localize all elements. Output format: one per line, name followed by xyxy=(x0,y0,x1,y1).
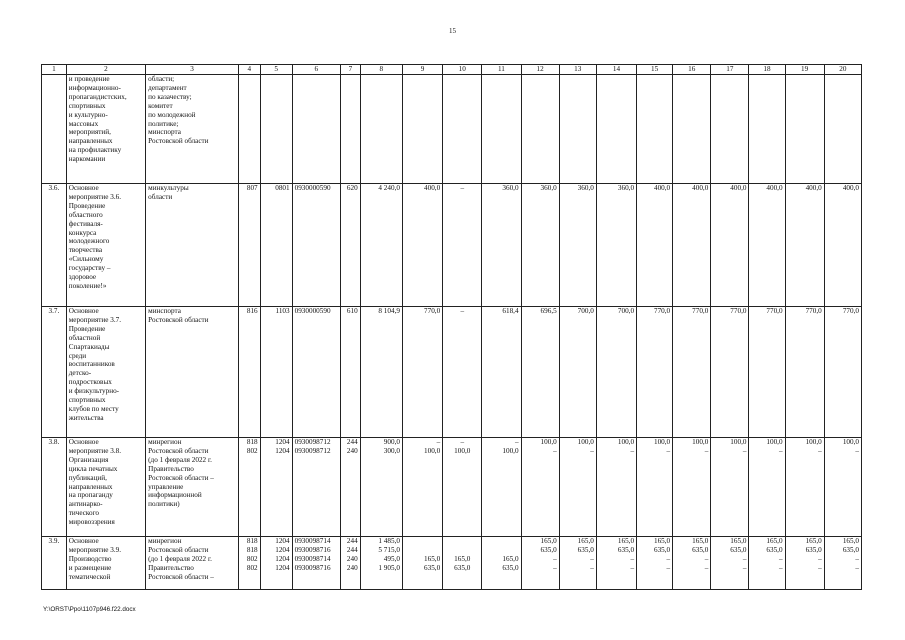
year-2020-cell: – xyxy=(443,184,482,307)
year-2028-cell: 400,0 xyxy=(749,184,785,307)
row-number-cell xyxy=(42,75,67,184)
year-2027-cell: 100,0 – xyxy=(711,438,749,537)
table-row xyxy=(42,307,862,438)
year-2022-cell: 696,5 xyxy=(521,307,559,438)
executor-cell: минкультуры области xyxy=(146,184,239,307)
column-number: 20 xyxy=(824,65,861,75)
year-2027-cell: 165,0 635,0 – – xyxy=(711,537,749,590)
ministry-code-cell: 807 xyxy=(238,184,260,307)
year-2029-cell: 770,0 xyxy=(785,307,824,438)
year-2024-cell: 360,0 xyxy=(596,184,636,307)
year-2029-cell: 165,0 635,0 – – xyxy=(785,537,824,590)
target-code-cell: 0930098714 0930098716 0930098714 0930098716 xyxy=(292,537,340,590)
year-2023-cell: 700,0 xyxy=(559,307,596,438)
table-row xyxy=(42,184,862,307)
year-2021-cell: 165,0 635,0 xyxy=(482,537,521,590)
column-number: 17 xyxy=(711,65,749,75)
executor-cell: области; департамент по казачеству; комитет по молодежной политике; минспорта Ростовской области xyxy=(146,75,239,184)
year-2021-cell: – 100,0 xyxy=(482,438,521,537)
year-2030-cell: 165,0 635,0 – – xyxy=(824,537,861,590)
column-number: 11 xyxy=(482,65,521,75)
target-code-cell: 0930000590 xyxy=(292,307,340,438)
section-code-cell: 0801 xyxy=(260,184,292,307)
column-number: 9 xyxy=(402,65,442,75)
year-2029-cell: 400,0 xyxy=(785,184,824,307)
section-code-cell: 1103 xyxy=(260,307,292,438)
budget-table xyxy=(41,64,862,590)
year-2028-cell: 165,0 635,0 – – xyxy=(749,537,785,590)
total-amount-cell xyxy=(360,75,402,184)
year-2024-cell: 100,0 – xyxy=(596,438,636,537)
column-number: 19 xyxy=(785,65,824,75)
measure-name-cell: и проведение информационно- пропагандистских, спортивных и культурно- массовых мероприятий, направленных на профилактику наркомании xyxy=(66,75,145,184)
row-number-cell: 3.6. xyxy=(42,184,67,307)
year-2022-cell: 165,0 635,0 – – xyxy=(521,537,559,590)
year-2025-cell: 400,0 xyxy=(637,184,673,307)
expense-type-cell: 620 xyxy=(341,184,361,307)
section-code-cell: 1204 1204 xyxy=(260,438,292,537)
measure-name-cell: Основное мероприятие 3.9. Производство и размещение тематической xyxy=(66,537,145,590)
year-2030-cell: 770,0 xyxy=(824,307,861,438)
year-2024-cell: 700,0 xyxy=(596,307,636,438)
year-2019-cell: 770,0 xyxy=(402,307,442,438)
year-2021-cell xyxy=(482,75,521,184)
year-2020-cell xyxy=(443,75,482,184)
total-amount-cell: 1 485,0 5 715,0 495,0 1 905,0 xyxy=(360,537,402,590)
column-number: 14 xyxy=(596,65,636,75)
year-2028-cell xyxy=(749,75,785,184)
year-2023-cell xyxy=(559,75,596,184)
column-number: 2 xyxy=(66,65,145,75)
column-number: 4 xyxy=(238,65,260,75)
year-2019-cell: 165,0 635,0 xyxy=(402,537,442,590)
year-2019-cell: – 100,0 xyxy=(402,438,442,537)
year-2027-cell: 400,0 xyxy=(711,184,749,307)
table-row xyxy=(42,75,862,184)
column-number: 3 xyxy=(146,65,239,75)
year-2025-cell: 770,0 xyxy=(637,307,673,438)
ministry-code-cell: 818 818 802 802 xyxy=(238,537,260,590)
total-amount-cell: 8 104,9 xyxy=(360,307,402,438)
measure-name-cell: Основное мероприятие 3.7. Проведение областной Спартакиады среди воспитанников детско- подростковых и физкультурно- спортивных клубов по месту жительства xyxy=(66,307,145,438)
column-number: 6 xyxy=(292,65,340,75)
column-number: 7 xyxy=(341,65,361,75)
year-2023-cell: 360,0 xyxy=(559,184,596,307)
table-row xyxy=(42,438,862,537)
year-2022-cell xyxy=(521,75,559,184)
measure-name-cell: Основное мероприятие 3.8. Организация цикла печатных публикаций, направленных на пропаганду антинарко- тического мировоззрения xyxy=(66,438,145,537)
year-2022-cell: 100,0 – xyxy=(521,438,559,537)
column-number: 16 xyxy=(673,65,711,75)
year-2026-cell: 770,0 xyxy=(673,307,711,438)
year-2019-cell xyxy=(402,75,442,184)
year-2019-cell: 400,0 xyxy=(402,184,442,307)
executor-cell: минспорта Ростовской области xyxy=(146,307,239,438)
column-number: 18 xyxy=(749,65,785,75)
expense-type-cell xyxy=(341,75,361,184)
section-code-cell xyxy=(260,75,292,184)
column-number: 15 xyxy=(637,65,673,75)
column-number: 10 xyxy=(443,65,482,75)
year-2026-cell: 165,0 635,0 – – xyxy=(673,537,711,590)
year-2030-cell xyxy=(824,75,861,184)
year-2020-cell: – xyxy=(443,307,482,438)
table-row xyxy=(42,537,862,590)
executor-cell: минрегион Ростовской области (до 1 февраля 2022 г. Правительство Ростовской области – управление информационной политики) xyxy=(146,438,239,537)
year-2024-cell xyxy=(596,75,636,184)
target-code-cell: 0930000590 xyxy=(292,184,340,307)
ministry-code-cell: 818 802 xyxy=(238,438,260,537)
year-2026-cell xyxy=(673,75,711,184)
year-2030-cell: 100,0 – xyxy=(824,438,861,537)
year-2025-cell: 100,0 – xyxy=(637,438,673,537)
year-2025-cell xyxy=(637,75,673,184)
column-number: 12 xyxy=(521,65,559,75)
column-number-row xyxy=(42,65,862,75)
executor-cell: минрегион Ростовской области (до 1 февраля 2022 г. Правительство Ростовской области – xyxy=(146,537,239,590)
year-2021-cell: 360,0 xyxy=(482,184,521,307)
year-2027-cell xyxy=(711,75,749,184)
total-amount-cell: 4 240,0 xyxy=(360,184,402,307)
section-code-cell: 1204 1204 1204 1204 xyxy=(260,537,292,590)
year-2029-cell: 100,0 – xyxy=(785,438,824,537)
column-number: 13 xyxy=(559,65,596,75)
total-amount-cell: 900,0 300,0 xyxy=(360,438,402,537)
year-2020-cell: – 100,0 xyxy=(443,438,482,537)
year-2022-cell: 360,0 xyxy=(521,184,559,307)
year-2028-cell: 100,0 – xyxy=(749,438,785,537)
column-number: 5 xyxy=(260,65,292,75)
column-number: 8 xyxy=(360,65,402,75)
row-number-cell: 3.7. xyxy=(42,307,67,438)
year-2029-cell xyxy=(785,75,824,184)
row-number-cell: 3.9. xyxy=(42,537,67,590)
year-2021-cell: 618,4 xyxy=(482,307,521,438)
year-2023-cell: 100,0 – xyxy=(559,438,596,537)
target-code-cell: 0930098712 0930098712 xyxy=(292,438,340,537)
target-code-cell xyxy=(292,75,340,184)
year-2027-cell: 770,0 xyxy=(711,307,749,438)
measure-name-cell: Основное мероприятие 3.6. Проведение областного фестиваля- конкурса молодежного творчества «Сильному государству – здоровое поколение!» xyxy=(66,184,145,307)
year-2026-cell: 100,0 – xyxy=(673,438,711,537)
file-path-footer: Y:\ORST\Ppo\1107p946.f22.docx xyxy=(43,606,136,613)
year-2025-cell: 165,0 635,0 – – xyxy=(637,537,673,590)
expense-type-cell: 244 240 xyxy=(341,438,361,537)
year-2030-cell: 400,0 xyxy=(824,184,861,307)
column-number: 1 xyxy=(42,65,67,75)
year-2020-cell: 165,0 635,0 xyxy=(443,537,482,590)
row-number-cell: 3.8. xyxy=(42,438,67,537)
year-2026-cell: 400,0 xyxy=(673,184,711,307)
expense-type-cell: 610 xyxy=(341,307,361,438)
ministry-code-cell: 816 xyxy=(238,307,260,438)
page-number: 15 xyxy=(449,27,456,35)
year-2028-cell: 770,0 xyxy=(749,307,785,438)
year-2024-cell: 165,0 635,0 – – xyxy=(596,537,636,590)
year-2023-cell: 165,0 635,0 – – xyxy=(559,537,596,590)
ministry-code-cell xyxy=(238,75,260,184)
expense-type-cell: 244 244 240 240 xyxy=(341,537,361,590)
